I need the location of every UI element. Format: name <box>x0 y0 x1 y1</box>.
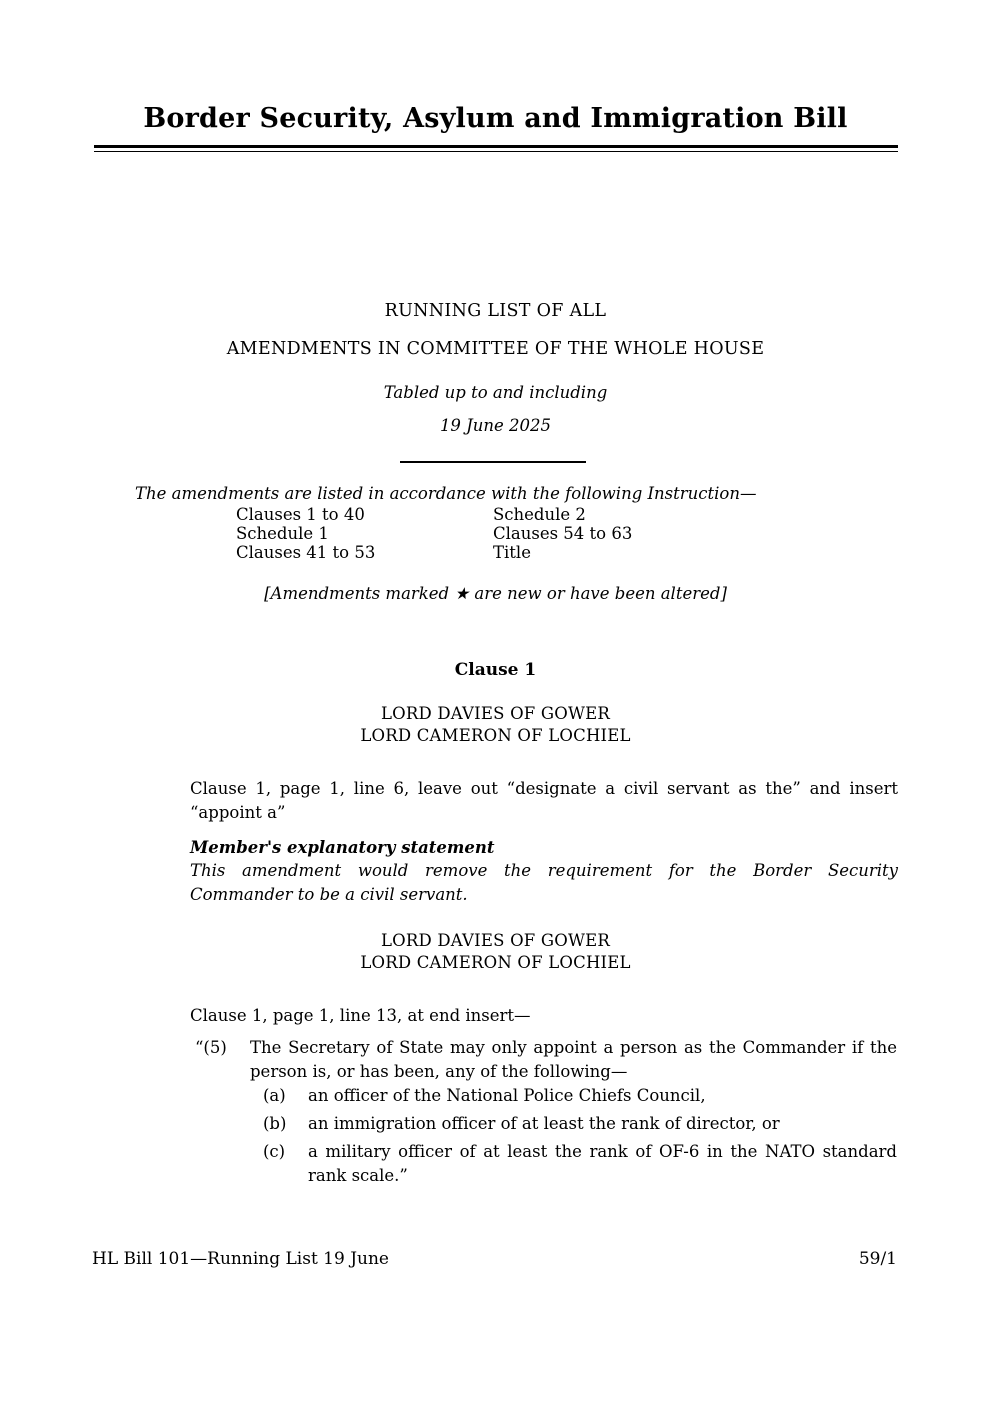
tabled-note: Tabled up to and including <box>383 383 608 402</box>
explanatory-statement-heading: Member's explanatory statement <box>190 838 495 857</box>
list-item-label: (b) <box>263 1114 287 1133</box>
list-item-label: (c) <box>263 1142 286 1161</box>
sponsor-name: LORD DAVIES OF GOWER <box>380 704 611 723</box>
amendment-1-sponsors <box>0 703 991 746</box>
sponsor-name: LORD DAVIES OF GOWER <box>380 931 611 950</box>
list-item-text: an officer of the National Police Chiefs Council, <box>308 1086 706 1105</box>
running-list-heading-line2: AMENDMENTS IN COMMITTEE OF THE WHOLE HOUSE <box>226 339 765 359</box>
instruction-intro: The amendments are listed in accordance with the following Instruction— <box>135 484 757 503</box>
list-item-text: an immigration officer of at least the rank of director, or <box>308 1114 780 1133</box>
instruction-item: Clauses 41 to 53 <box>236 543 376 562</box>
page-title: Border Security, Asylum and Immigration Bill <box>143 103 848 134</box>
subsection-text: The Secretary of State may only appoint a person as the Commander if the person is, or has been, any of the following— <box>250 1038 897 1081</box>
section-divider-rule <box>400 461 586 463</box>
amendment-1-text: Clause 1, page 1, line 6, leave out “designate a civil servant as the” and insert “appoint a” <box>190 779 898 822</box>
tabled-date: 19 June 2025 <box>439 416 552 435</box>
explanatory-statement-text: This amendment would remove the requirement for the Border Security Commander to be a civil servant. <box>190 861 898 904</box>
list-item-label: (a) <box>263 1086 286 1105</box>
footer-page-number: 59/1 <box>858 1249 897 1269</box>
sponsor-name: LORD CAMERON OF LOCHIEL <box>360 952 631 972</box>
footer-bill-reference: HL Bill 101—Running List 19 June <box>92 1249 389 1269</box>
amendment-2-intro: Clause 1, page 1, line 13, at end insert— <box>190 1006 531 1025</box>
instruction-item: Schedule 2 <box>493 505 586 524</box>
instruction-item: Clauses 54 to 63 <box>493 524 633 543</box>
running-list-heading-line1: RUNNING LIST OF ALL <box>384 301 607 321</box>
list-item-text: a military officer of at least the rank of OF-6 in the NATO standard rank scale.” <box>308 1142 897 1185</box>
instruction-right-column <box>493 505 632 562</box>
title-double-rule <box>94 145 898 152</box>
instruction-left-column <box>236 505 375 562</box>
sponsor-name: LORD CAMERON OF LOCHIEL <box>360 725 631 745</box>
instruction-item: Clauses 1 to 40 <box>236 505 365 524</box>
amendment-2-sponsors <box>0 930 991 973</box>
clause-heading: Clause 1 <box>454 660 537 680</box>
instruction-item: Schedule 1 <box>236 524 329 543</box>
star-legend-note: [Amendments marked ★ are new or have been altered] <box>264 584 727 603</box>
instruction-item: Title <box>493 543 531 562</box>
subsection-number: “(5) <box>195 1038 227 1057</box>
